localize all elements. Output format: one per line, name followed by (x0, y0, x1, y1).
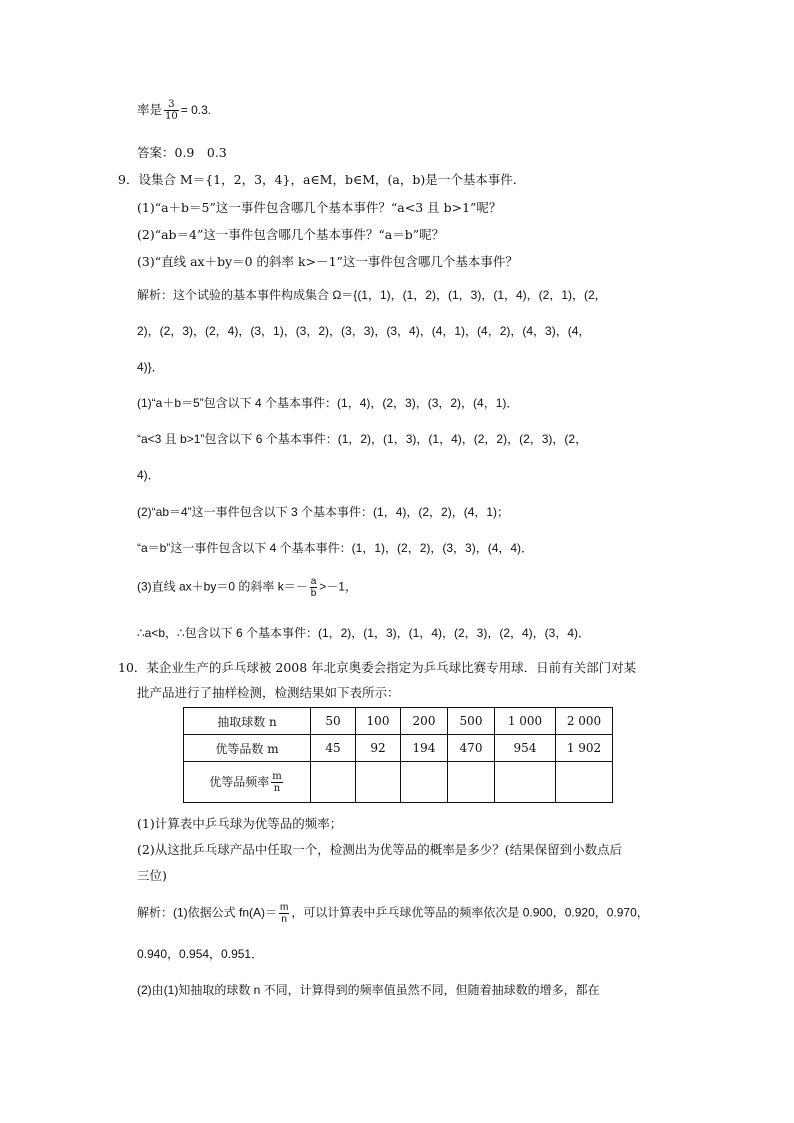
prev-rate-numerator: 3 (164, 99, 179, 111)
table-header-cell (184, 762, 311, 803)
table-row (184, 735, 613, 762)
table-row (184, 708, 613, 735)
table-cell (556, 762, 613, 803)
q9-slope-denominator: b (310, 588, 317, 599)
table-cell: 200 (401, 708, 448, 735)
frequency-denominator: n (273, 782, 281, 794)
q9-solution-part2: (2)“ab＝4”这一事件包含以下 3 个基本事件：(1，4)，(2，2)，(4，1)； (137, 505, 510, 519)
q10-formula-numerator: m (280, 902, 289, 913)
table-row (184, 762, 613, 803)
q9-solution-part3-suffix: >－1， (319, 579, 357, 594)
table-header-cell: 优等品数 m (184, 735, 311, 762)
prev-rate-suffix: = 0.3. (180, 103, 212, 117)
q9-stem: 9．设集合 M＝{1，2，3，4}，a∈M，b∈M，(a，b)是一个基本事件． (118, 172, 526, 187)
q9-slope-numerator: a (310, 576, 317, 587)
q9-slope-fraction (310, 576, 318, 599)
table-cell: 500 (448, 708, 495, 735)
prev-rate-denominator: 10 (165, 111, 178, 122)
table-cell: 1 902 (556, 735, 613, 762)
q10-part2-line1: (2)从这批乒乓球产品中任取一个，检测出为优等品的概率是多少？(结果保留到小数点后 (137, 842, 623, 857)
q9-solution-part2b: “a＝b”这一事件包含以下 4 个基本事件：(1，1)，(2，2)，(3，3)，(4，4)． (137, 541, 534, 555)
prev-rate-fraction (164, 99, 179, 122)
prev-rate-line (137, 99, 211, 122)
q10-stem-line1: 10．某企业生产的乒乓球被 2008 年北京奥委会指定为乒乓球比赛专用球．日前有关部门对某 (118, 660, 637, 675)
table-cell: 50 (311, 708, 356, 735)
q9-solution-part3b: ∴a<b，∴包含以下 6 个基本事件：(1，2)，(1，3)，(1，4)，(2，3)，(2，4)，(3，4)． (137, 626, 591, 640)
table-cell: 45 (311, 735, 356, 762)
q10-solution-part2: (2)由(1)知抽取的球数 n 不同，计算得到的频率值虽然不同，但随着抽球数的增多，都在 (137, 983, 600, 997)
table-cell (448, 762, 495, 803)
q9-solution-part1b-line2: 4)． (137, 468, 160, 482)
table-header-cell: 抽取球数 n (184, 708, 311, 735)
q10-solution-prefix: 解析：(1)依据公式 fn(A)＝ (137, 905, 278, 920)
q9-part1: (1)“a＋b＝5”这一事件包含哪几个基本事件？“a<3 且 b>1”呢？ (137, 200, 502, 215)
q10-solution-line1 (137, 902, 649, 925)
table-cell (311, 762, 356, 803)
q10-part1: (1)计算表中乒乓球为优等品的频率； (137, 816, 343, 831)
prev-rate-prefix: 率是 (137, 102, 163, 117)
q10-stem-line2: 批产品进行了抽样检测，检测结果如下表所示： (137, 685, 400, 700)
table-cell: 194 (401, 735, 448, 762)
frequency-fraction (271, 771, 282, 794)
q9-solution-part1b-line1: “a<3 且 b>1”包含以下 6 个基本事件：(1，2)，(1，3)，(1，4)，(2，2)，(2，3)，(2， (137, 432, 588, 446)
table-cell (495, 762, 556, 803)
table-cell (356, 762, 401, 803)
q9-part3: (3)“直线 ax＋by＝0 的斜率 k>－1”这一事件包含哪几个基本事件？ (137, 254, 518, 269)
q9-solution-line2: 2)，(2，3)，(2，4)，(3，1)，(3，2)，(3，3)，(3，4)，(4，1)，(4，2)，(4，3)，(4， (137, 324, 591, 338)
frequency-numerator: m (272, 770, 282, 782)
q9-solution-part1: (1)“a＋b＝5”包含以下 4 个基本事件：(1，4)，(2，3)，(3，2)，(4，1)． (137, 396, 519, 410)
frequency-label: 优等品频率 (209, 774, 270, 789)
table-cell: 954 (495, 735, 556, 762)
q9-part2: (2)“ab＝4”这一事件包含哪几个基本事件？“a＝b”呢？ (137, 227, 445, 242)
q10-part2-line2: 三位) (137, 868, 167, 883)
table-cell (401, 762, 448, 803)
table-cell: 470 (448, 735, 495, 762)
q9-solution-line3: 4)}． (137, 360, 164, 374)
q10-solution-suffix: ，可以计算表中乒乓球优等品的频率依次是 0.900，0.920，0.970， (291, 905, 649, 920)
table-cell: 1 000 (495, 708, 556, 735)
prev-answer: 答案：0.9 0.3 (137, 145, 227, 160)
q10-formula-denominator: n (281, 914, 287, 925)
q9-solution-line1: 解析：这个试验的基本事件构成集合 Ω＝{(1，1)，(1，2)，(1，3)，(1，4)，(2，1)，(2， (137, 288, 607, 302)
q10-formula-fraction (279, 902, 289, 925)
q9-solution-part3 (137, 576, 357, 599)
table-cell: 2 000 (556, 708, 613, 735)
table-cell: 100 (356, 708, 401, 735)
table-cell: 92 (356, 735, 401, 762)
q10-sample-table (183, 707, 613, 803)
q9-solution-part3-prefix: (3)直线 ax＋by＝0 的斜率 k＝－ (137, 579, 308, 594)
q10-solution-line2: 0.940，0.954，0.951． (137, 947, 264, 961)
